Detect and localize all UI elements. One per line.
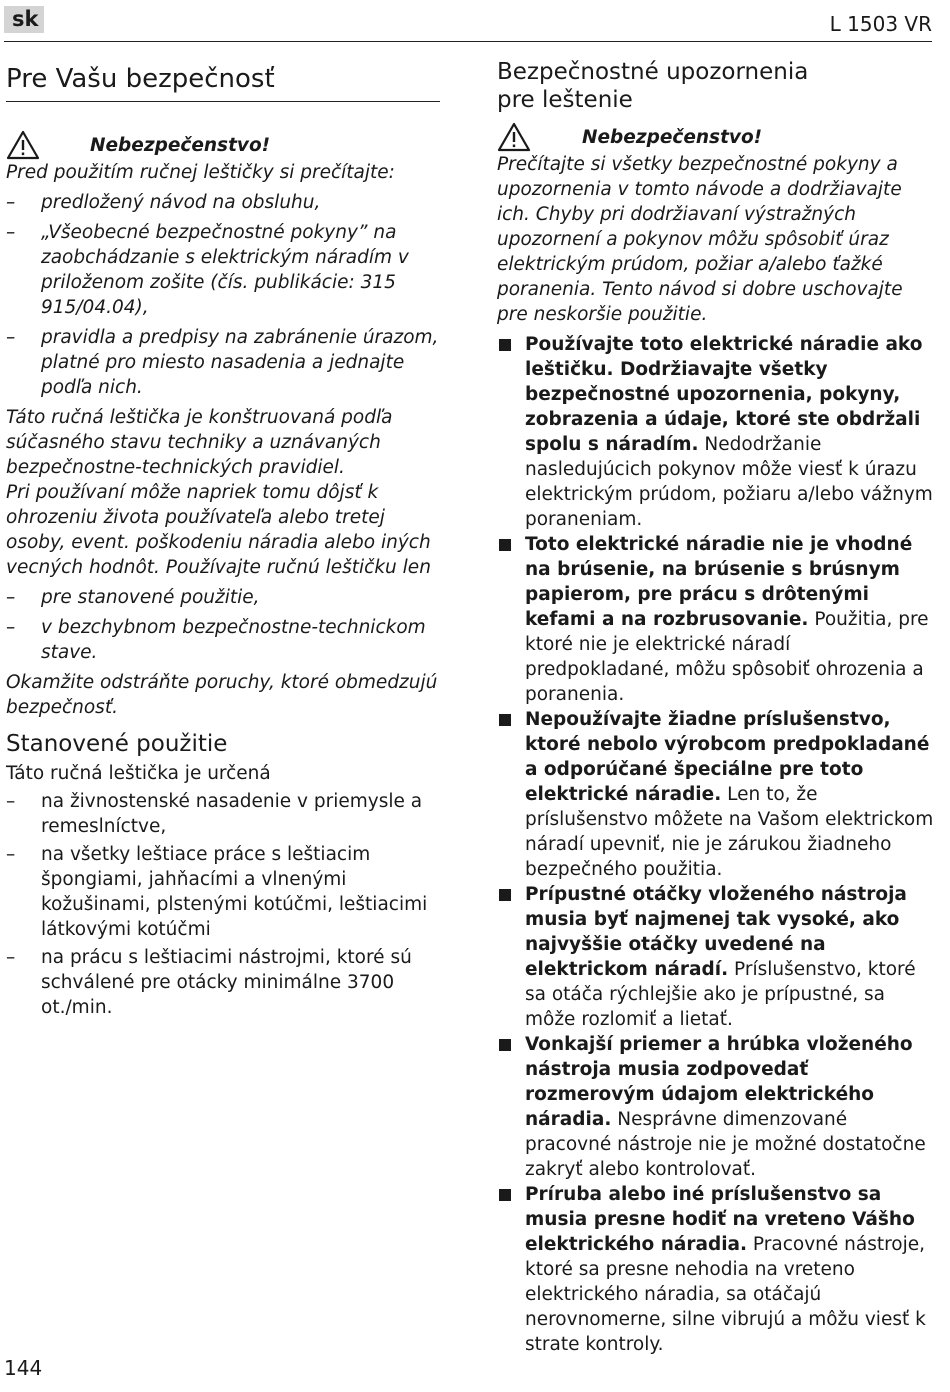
- list-item: [497, 1182, 937, 1357]
- intended-use-intro: Táto ručná leštička je určená: [6, 763, 271, 784]
- item-text: Nesprávne dimenzované pracovné nástroje nie je možné dostatočne zakryť alebo kontrolovať.: [525, 1109, 926, 1180]
- left-column: [6, 58, 446, 1020]
- item-text: Použitia, pre ktoré nie je elektrické náradí predpokladané, môžu spôsobiť ohrozenia a poranenia.: [525, 609, 929, 705]
- item-text: Nedodržanie nasledujúcich pokynov môže viesť k úrazu elektrickým prúdom, požiaru a/lebo vážnym poraneniam.: [525, 434, 933, 530]
- language-tab: sk: [4, 6, 44, 33]
- model-number: L 1503 VR: [829, 12, 932, 36]
- list-item: – pre stanovené použitie,: [6, 585, 446, 610]
- warning-label: Nebezpečenstvo!: [582, 126, 763, 148]
- title-line: Bezpečnostné upozornenia: [497, 59, 809, 85]
- paragraph: Táto ručná leštička je konštruovaná podľa súčasného stavu techniky a uznávaných bezpečnostne-technických pravidiel.: [6, 407, 393, 478]
- list-item: [497, 332, 937, 532]
- warning-row: [497, 122, 937, 152]
- paragraph: Pri používaní môže napriek tomu dôjsť k ohrozeniu života používateľa alebo tretej osoby, event. poškodeniu náradia alebo iných vecných hodnôt. Používajte ručnú leštičku len: [6, 482, 431, 578]
- list-item: [497, 882, 937, 1032]
- warning-triangle-icon: [497, 122, 531, 152]
- list-item: [497, 532, 937, 707]
- title-line: pre leštenie: [497, 87, 633, 113]
- square-bullet-icon: [499, 1039, 511, 1051]
- square-bullet-icon: [499, 539, 511, 551]
- item-bold: Vonkajší priemer a hrúbka vloženého nástroja musia zodpovedať rozmerovým údajom elektrického náradia.: [525, 1034, 913, 1130]
- section-title-polishing-warnings: [497, 58, 937, 114]
- square-bullet-icon: [499, 714, 511, 726]
- list-item: – na všetky leštiace práce s leštiacim špongiami, jahňacími a vlnenými kožušinami, plstenými kotúčmi, leštiacimi látkovými kotúčmi: [6, 842, 446, 942]
- square-bullet-icon: [499, 339, 511, 351]
- right-column: [497, 58, 937, 1357]
- item-text: Len to, že príslušenstvo môžete na Vašom elektrickom náradí upevniť, nie je zárukou žiadneho bezpečného použitia.: [525, 784, 934, 880]
- list-item: [497, 707, 937, 882]
- warning-row: [6, 130, 446, 160]
- list-item: – pravidla a predpisy na zabránenie úrazom, platné pro miesto nasadenia a jednajte podľa nich.: [6, 325, 446, 400]
- item-bold: Toto elektrické náradie nie je vhodné na brúsenie, na brúsenie s brúsnym papierom, pre prácu s drôtenými kefami a na rozbrusovanie.: [525, 534, 913, 630]
- warning-label: Nebezpečenstvo!: [90, 134, 271, 156]
- list-item: – na prácu s leštiacimi nástrojmi, ktoré sú schválené pre otácky minimálne 3700 ot./min.: [6, 945, 446, 1020]
- item-bold: Nepoužívajte žiadne príslušenstvo, ktoré nebolo výrobcom predpokladané a odporúčané špeciálne pre toto elektrické náradie.: [525, 709, 930, 805]
- use-list: [6, 585, 446, 665]
- read-list: [6, 190, 446, 400]
- square-bullet-icon: [499, 1189, 511, 1201]
- list-item: – v bezchybnom bezpečnostne-technickom stave.: [6, 615, 446, 665]
- square-bullet-icon: [499, 889, 511, 901]
- intro-text: Pred použitím ručnej leštičky si prečítajte:: [6, 162, 395, 183]
- item-bold: Príruba alebo iné príslušenstvo sa musia presne hodiť na vreteno Vášho elektrického náradia.: [525, 1184, 915, 1255]
- list-item: – na živnostenské nasadenie v priemysle a remeslníctve,: [6, 789, 446, 839]
- header-rule: [4, 41, 932, 42]
- page-number: 144: [4, 1356, 43, 1380]
- list-item: – „Všeobecné bezpečnostné pokyny” na zaobchádzanie s elektrickým náradím v priloženom zošite (čís. publikácie: 315 915/04.04),: [6, 220, 446, 320]
- list-item: [497, 1032, 937, 1182]
- list-item: – predložený návod na obsluhu,: [6, 190, 446, 215]
- warning-text: Prečítajte si všetky bezpečnostné pokyny a upozornenia v tomto návode a dodržiavajte ich. Chyby pri dodržiavaní výstražných upozornení a pokynov môžu spôsobiť úraz elektrickým prúdom, požiar a/alebo ťažké poranenia. Tento návod si dobre uschovajte pre neskoršie použitie.: [497, 154, 903, 325]
- paragraph: Okamžite odstráňte poruchy, ktoré obmedzujú bezpečnosť.: [6, 672, 438, 718]
- section-title-safety: Pre Vašu bezpečnosť: [6, 62, 440, 102]
- safety-list: [497, 332, 937, 1357]
- warning-triangle-icon: [6, 130, 40, 160]
- intended-use-list: [6, 789, 446, 1020]
- item-text: Pracovné nástroje, ktoré sa presne nehodia na vreteno elektrického náradia, sa otáčajú nerovnomerne, silne vibrujú a môžu viesť k strate kontroly.: [525, 1234, 926, 1355]
- item-bold: Používajte toto elektrické náradie ako leštičku. Dodržiavajte všetky bezpečnostné upozornenia, pokyny, zobrazenia a údaje, ktoré ste obdržali spolu s náradím.: [525, 334, 923, 455]
- section-title-intended-use: Stanovené použitie: [6, 731, 228, 757]
- item-bold: Prípustné otáčky vloženého nástroja musia byť najmenej tak vysoké, ako najvyššie otáčky uvedené na elektrickom náradí.: [525, 884, 907, 980]
- item-text: Príslušenstvo, ktoré sa otáča rýchlejšie ako je prípustné, sa môže rozlomiť a lietať.: [525, 959, 916, 1030]
